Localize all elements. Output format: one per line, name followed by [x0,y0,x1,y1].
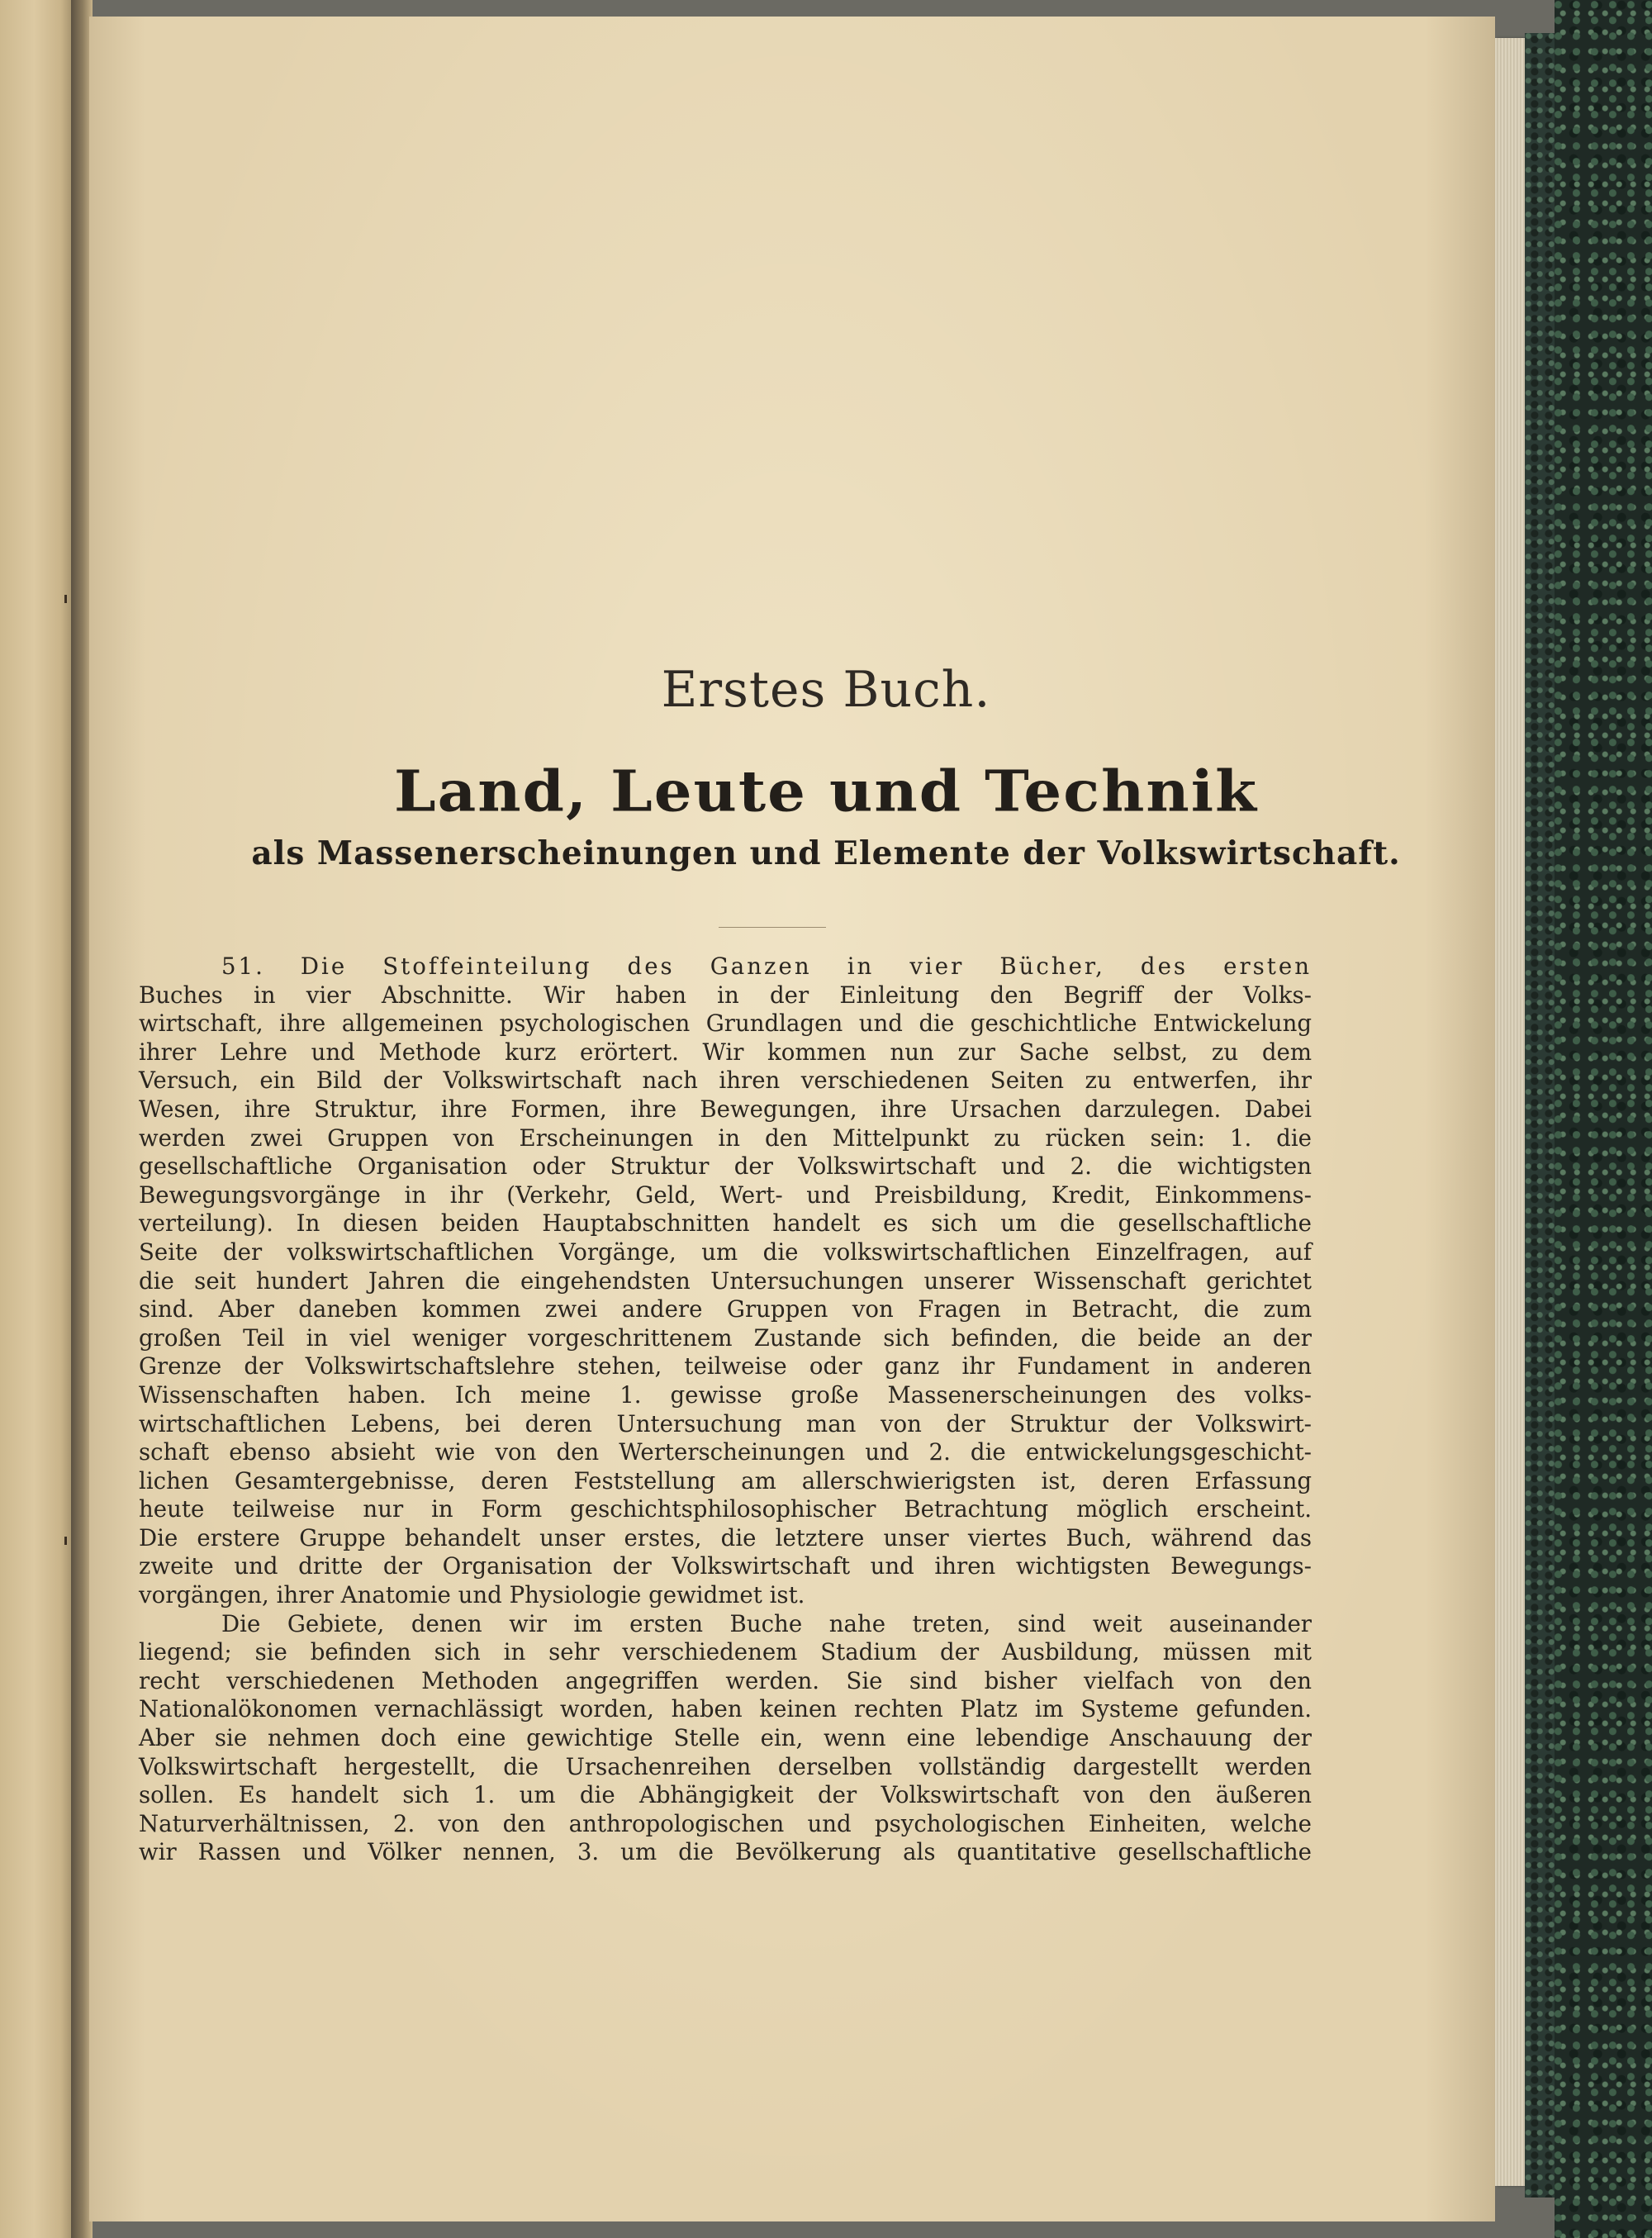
text-line: werden zwei Gruppen von Erscheinungen in den Mittelpunkt zu rücken sein: 1. die [139,1124,1312,1152]
text-line: Naturverhältnissen, 2. von den anthropologischen und psychologischen Einheiten, welche [139,1809,1312,1837]
text-line: Grenze der Volkswirtschaftslehre stehen, teilweise oder ganz ihr Fundament in anderen [139,1352,1312,1380]
text-line: Volkswirtschaft hergestellt, die Ursachenreihen derselben vollständig dargestellt werden [139,1752,1312,1780]
text-line: ihrer Lehre und Methode kurz erörtert. Wir kommen nun zur Sache selbst, zu dem [139,1038,1312,1066]
text-line: Bewegungsvorgänge in ihr (Verkehr, Geld, Wert- und Preisbildung, Kredit, Einkommens- [139,1181,1312,1209]
text-line: sollen. Es handelt sich 1. um die Abhängigkeit der Volkswirtschaft von den äußeren [139,1781,1312,1809]
text-line: großen Teil in viel weniger vorgeschrittenem Zustande sich befinden, die beide an der [139,1323,1312,1352]
text-line: Die erstere Gruppe behandelt unser erstes, die letztere unser viertes Buch, während das [139,1523,1312,1551]
text-line: Versuch, ein Bild der Volkswirtschaft nach ihren verschiedenen Seiten zu entwerfen, ihr [139,1067,1312,1095]
text-line: lichen Gesamtergebnisse, deren Feststellung am allerschwierigsten ist, deren Erfassung [139,1466,1312,1494]
text-line: Nationalökonomen vernachlässigt worden, haben keinen rechten Platz im Systeme gefunden. [139,1695,1312,1723]
page-block-edges [1495,38,1525,2186]
text-line: wirtschaft, ihre allgemeinen psychologischen Grundlagen und die geschichtliche Entwickelung [139,1010,1312,1038]
text-line: gesellschaftliche Organisation oder Struktur der Volkswirtschaft und 2. die wichtigsten [139,1152,1312,1181]
text-line: wirtschaftlichen Lebens, bei deren Untersuchung man von der Struktur der Volkswirt- [139,1409,1312,1437]
text-line: Wissenschaften haben. Ich meine 1. gewisse große Massenerscheinungen des volks- [139,1380,1312,1409]
text-line: 51. Die Stoffeinteilung des Ganzen in vier Bücher, des ersten [221,953,1312,980]
body-text [139,953,1312,1867]
part-subtitle: als Massenerscheinungen und Elemente der Volkswirtschaft. [251,834,1401,872]
divider-rule [719,927,826,928]
book-spine [1555,0,1652,2238]
part-title: Land, Leute und Technik [393,758,1259,824]
text-line: heute teilweise nur in Form geschichtsphilosophischer Betrachtung möglich erscheint. [139,1495,1312,1523]
text-line: Wesen, ihre Struktur, ihre Formen, ihre Bewegungen, ihre Ursachen darzulegen. Dabei [139,1095,1312,1123]
margin-mark [64,1537,67,1545]
text-line: Buches in vier Abschnitte. Wir haben in der Einleitung den Begriff der Volks- [139,981,1312,1009]
text-line: schaft ebenso absieht wie von den Werterscheinungen und 2. die entwickelungsgeschicht- [139,1438,1312,1466]
left-page-edge [0,0,76,2238]
margin-mark [64,595,67,603]
text-line: recht verschiedenen Methoden angegriffen werden. Sie sind bisher vielfach von den [139,1666,1312,1694]
book-title: Erstes Buch. [661,661,991,719]
text-line: die seit hundert Jahren die eingehendsten Untersuchungen unserer Wissenschaft gerichtet [139,1266,1312,1295]
cover-board [1525,33,1555,2198]
text-line: sind. Aber daneben kommen zwei andere Gruppen von Fragen in Betracht, die zum [139,1295,1312,1323]
text-line: liegend; sie befinden sich in sehr verschiedenem Stadium der Ausbildung, müssen mit [139,1638,1312,1666]
text-line: Aber sie nehmen doch eine gewichtige Stelle ein, wenn eine lebendige Anschauung der [139,1724,1312,1752]
text-line: vorgängen, ihrer Anatomie und Physiologie gewidmet ist. [139,1581,805,1609]
text-line: Die Gebiete, denen wir im ersten Buche nahe treten, sind weit auseinander [221,1609,1312,1637]
text-line: Seite der volkswirtschaftlichen Vorgänge, um die volkswirtschaftlichen Einzelfragen, auf [139,1238,1312,1266]
text-line: verteilung). In diesen beiden Hauptabschnitten handelt es sich um die gesellschaftliche [139,1209,1312,1238]
text-line: wir Rassen und Völker nennen, 3. um die Bevölkerung als quantitative gesellschaftliche [139,1838,1312,1866]
text-line: zweite und dritte der Organisation der Volkswirtschaft und ihren wichtigsten Bewegungs- [139,1552,1312,1580]
